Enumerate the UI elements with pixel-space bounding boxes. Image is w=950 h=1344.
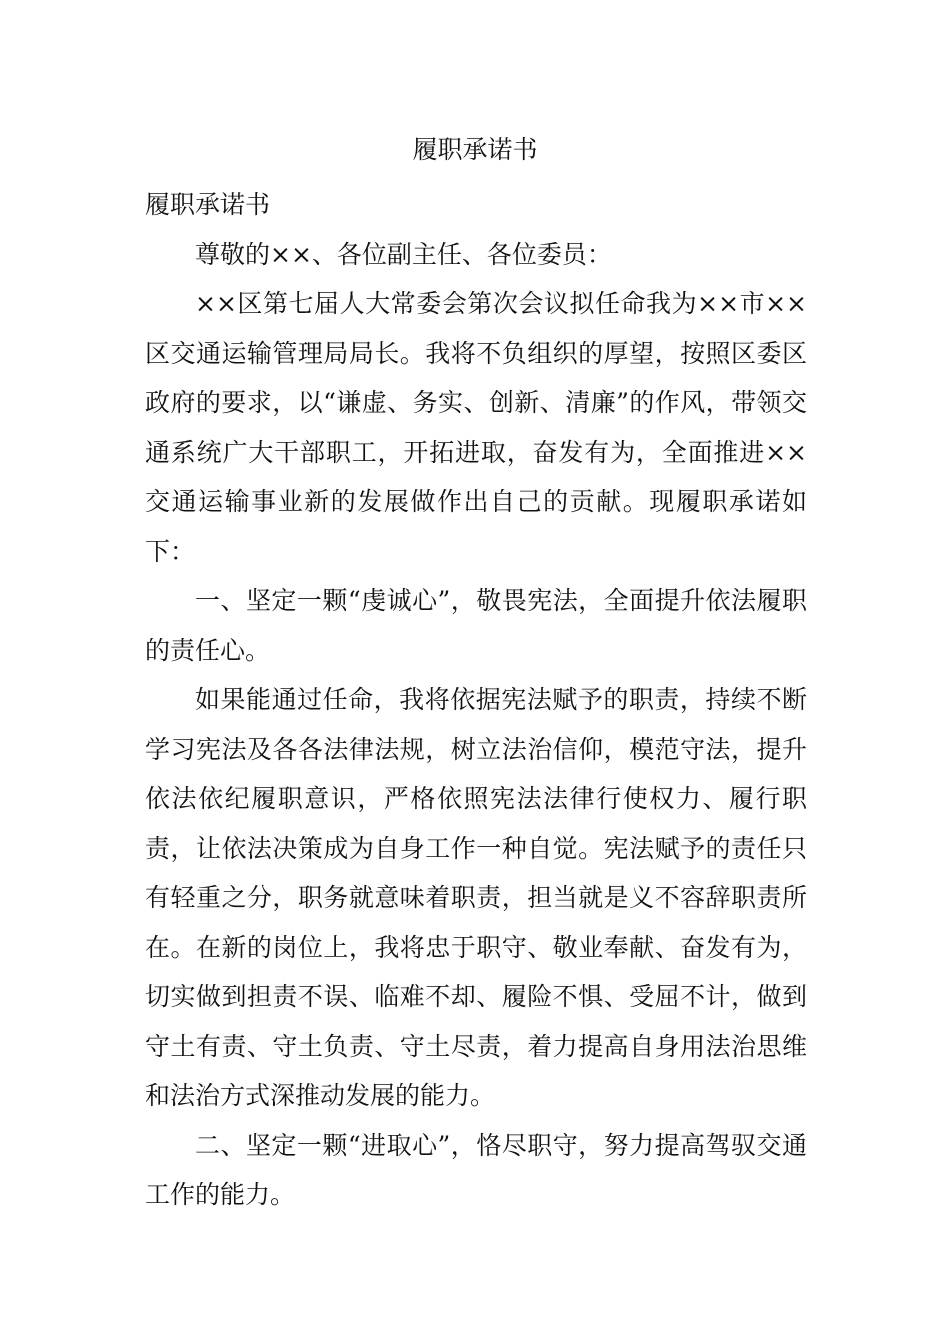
section-one-paragraph: 如果能通过任命，我将依据宪法赋予的职责，持续不断学习宪法及各各法律法规，树立法治信仰，模范守法，提升依法依纪履职意识，严格依照宪法法律行使权力、履行职责，让依法决策成为自身工作一种自觉。宪法赋予的责任只有轻重之分，职务就意味着职责，担当就是义不容辞职责所在。在新的岗位上，我将忠于职守、敬业奉献、奋发有为，切实做到担责不误、临难不却、履险不惧、受屈不计，做到守土有责、守土负责、守土尽责，着力提高自身用法治思维和法治方式深推动发展的能力。 [145,685,807,1110]
document-body [145,180,807,1220]
section-one-heading: 一、坚定一颗“虔诚心”，敬畏宪法，全面提升依法履职的责任心。 [145,586,807,665]
salutation-paragraph: 尊敬的××、各位副主任、各位委员： [195,239,612,269]
document-title: 履职承诺书 [412,135,538,164]
document-subtitle: 履职承诺书 [145,190,271,219]
section-two-heading: 二、坚定一颗“进取心”，恪尽职守，努力提高驾驭交通工作的能力。 [145,1130,807,1209]
intro-paragraph: ××区第七届人大常委会第次会议拟任命我为××市××区交通运输管理局局长。我将不负组织的厚望，按照区委区政府的要求，以“谦虚、务实、创新、清廉”的作风，带领交通系统广大干部职工，开拓进取，奋发有为，全面推进××交通运输事业新的发展做作出自己的贡献。现履职承诺如下： [145,289,807,566]
